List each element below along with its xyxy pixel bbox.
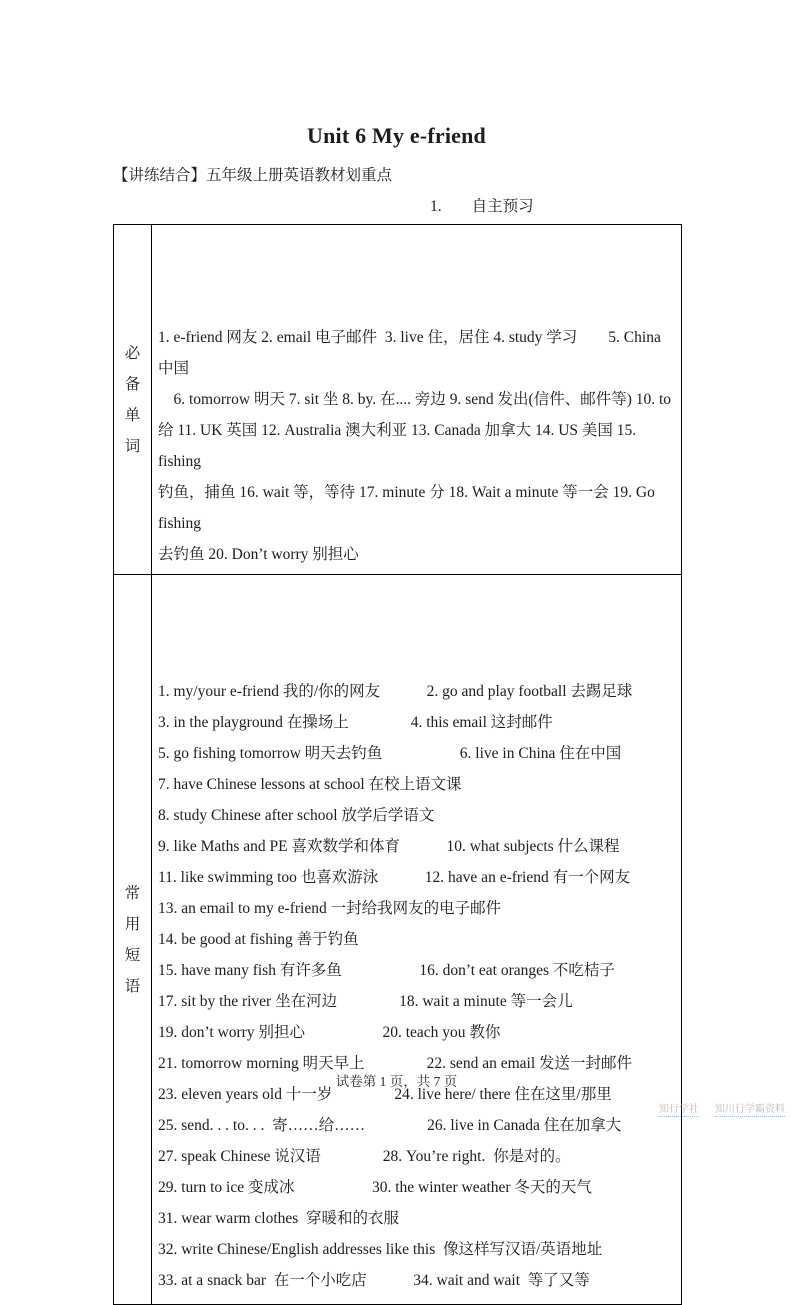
header-char: 常 xyxy=(124,884,141,902)
watermark xyxy=(659,1100,785,1117)
phrase-line: 21. tomorrow morning 明天早上 22. send an email 发送一封邮件 xyxy=(158,1055,632,1072)
phrase-line: 13. an email to my e-friend 一封给我网友的电子邮件 xyxy=(158,900,502,917)
phrase-line: 31. wear warm clothes 穿暖和的衣服 xyxy=(158,1210,400,1227)
required-words-row xyxy=(114,225,681,574)
header-char: 语 xyxy=(124,977,141,995)
word-line: 给 11. UK 英国 12. Australia 澳大利亚 13. Canada 加拿大 14. US 美国 15. fishing xyxy=(158,422,641,470)
header-char: 词 xyxy=(124,437,141,455)
header-char: 用 xyxy=(124,915,141,933)
phrase-line: 3. in the playground 在操场上 4. this email 这封邮件 xyxy=(158,714,553,731)
page-subtitle: 【讲练结合】五年级上册英语教材划重点 xyxy=(113,167,393,184)
header-char: 备 xyxy=(124,375,141,393)
phrase-line: 29. turn to ice 变成冰 30. the winter weather 冬天的天气 xyxy=(158,1179,592,1196)
word-line: 1. e-friend 网友 2. email 电子邮件 3. live 住，居住 4. study 学习 5. China 中国 xyxy=(158,329,665,377)
section-number: 1. xyxy=(430,198,442,215)
common-phrases-header-cell xyxy=(114,575,152,1304)
phrase-line: 32. write Chinese/English addresses like this 像这样写汉语/英语地址 xyxy=(158,1241,603,1258)
phrase-line: 33. at a snack bar 在一个小吃店 34. wait and wait 等了又等 xyxy=(158,1272,590,1289)
required-words-content-cell xyxy=(152,225,681,574)
required-words-header-cell xyxy=(114,225,152,574)
phrase-line: 9. like Maths and PE 喜欢数学和体育 10. what subjects 什么课程 xyxy=(158,838,620,855)
watermark-text-right: 知川行学霸资料 xyxy=(715,1100,785,1117)
phrase-line: 27. speak Chinese 说汉语 28. You’re right. 你是对的。 xyxy=(158,1148,571,1165)
phrase-line: 17. sit by the river 坐在河边 18. wait a minute 等一会儿 xyxy=(158,993,573,1010)
page-title: Unit 6 My e-friend xyxy=(307,123,486,148)
phrase-line: 11. like swimming too 也喜欢游泳 12. have an e-friend 有一个网友 xyxy=(158,869,631,886)
phrase-line: 14. be good at fishing 善于钓鱼 xyxy=(158,931,359,948)
phrase-line: 8. study Chinese after school 放学后学语文 xyxy=(158,807,435,824)
section-label: 自主预习 xyxy=(471,198,534,215)
common-phrases-content-cell xyxy=(152,575,681,1304)
word-line: 6. tomorrow 明天 7. sit 坐 8. by. 在.... 旁边 9. send 发出(信件、邮件等) 10. to xyxy=(158,391,672,408)
vocab-table xyxy=(113,224,682,1305)
word-line: 钓鱼，捕鱼 16. wait 等，等待 17. minute 分 18. Wait a minute 等一会 19. Go fishing xyxy=(158,484,659,532)
header-char: 必 xyxy=(124,344,141,362)
header-char: 单 xyxy=(124,406,141,424)
watermark-text-left: 知行学社 xyxy=(659,1100,699,1117)
phrase-line: 1. my/your e-friend 我的/你的网友 2. go and play football 去踢足球 xyxy=(158,683,633,700)
phrase-line: 7. have Chinese lessons at school 在校上语文课 xyxy=(158,776,462,793)
header-char: 短 xyxy=(124,946,141,964)
word-line: 去钓鱼 20. Don’t worry 别担心 xyxy=(158,546,359,563)
phrase-line: 15. have many fish 有许多鱼 16. don’t eat oranges 不吃桔子 xyxy=(158,962,615,979)
phrase-line: 5. go fishing tomorrow 明天去钓鱼 6. live in China 住在中国 xyxy=(158,745,622,762)
phrase-line: 25. send. . . to. . . 寄……给…… 26. live in Canada 住在加拿大 xyxy=(158,1117,622,1134)
phrase-line: 19. don’t worry 别担心 20. teach you 教你 xyxy=(158,1024,501,1041)
page-footer: 试卷第 1 页，共 7 页 xyxy=(335,1074,458,1089)
phrase-line: 23. eleven years old 十一岁 24. live here/ there 住在这里/那里 xyxy=(158,1086,612,1103)
section-heading xyxy=(430,194,534,216)
common-phrases-row xyxy=(114,574,681,1304)
